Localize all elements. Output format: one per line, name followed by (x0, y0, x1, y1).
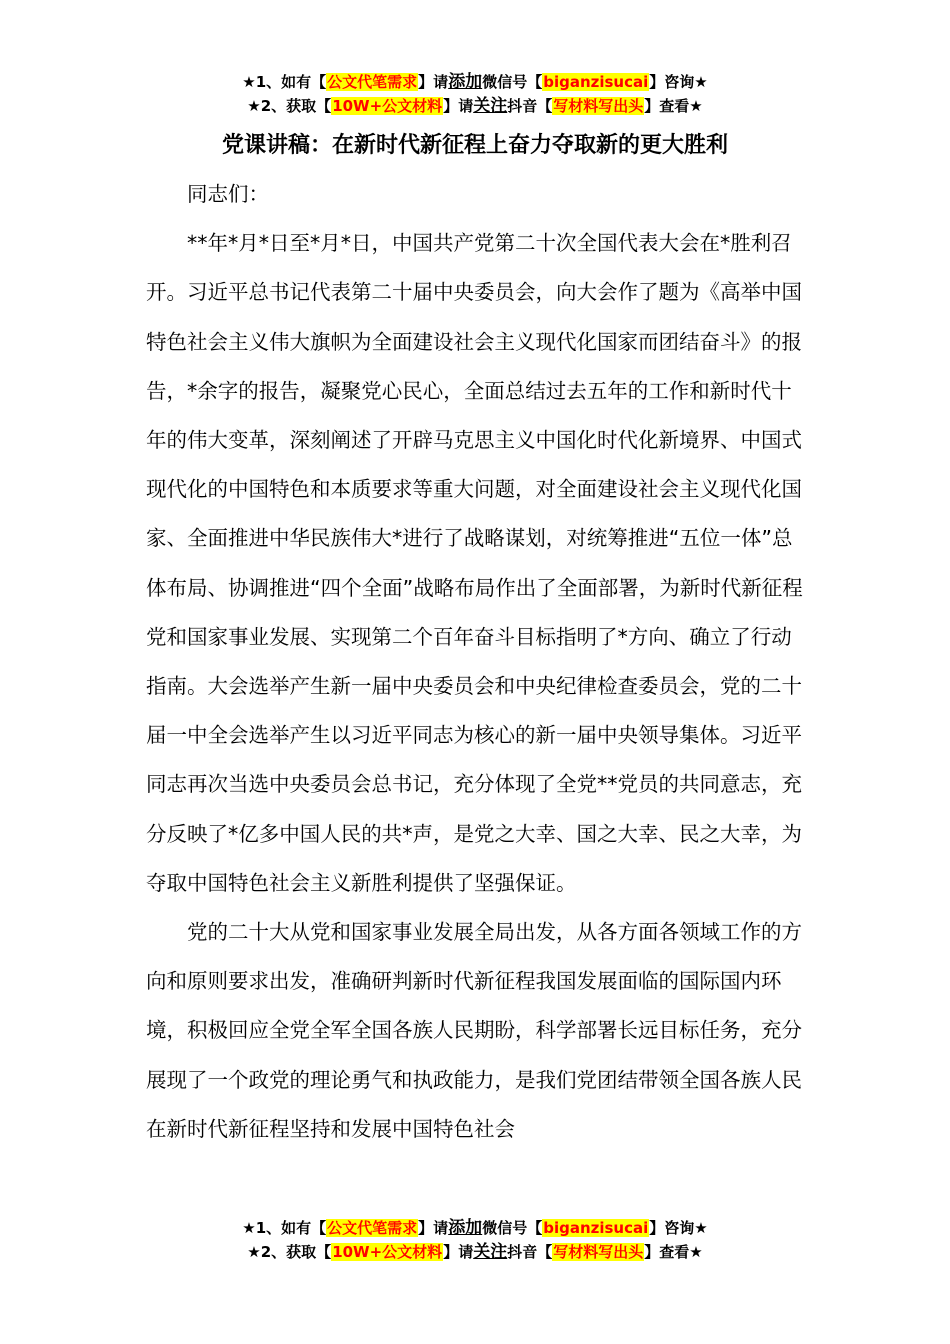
promo-text: 】请 (443, 1243, 474, 1261)
promo-text: ★2、获取【 (247, 97, 332, 115)
promo-emphasis: 关注 (473, 96, 508, 116)
promo-text: ★2、获取【 (247, 1243, 332, 1261)
promo-text: 】请 (418, 73, 449, 91)
promo-text: 微信号【 (482, 73, 543, 91)
promo-douyin-id: 写材料写出头 (553, 97, 644, 115)
body-paragraph: 党的二十大从党和国家事业发展全局出发，从各方面各领域工作的方向和原则要求出发，准确研判新时代新征程我国发展面临的国际国内环境，积极回应全党全军全国各族人民期盼，科学部署长远目标任务，充分展现了一个政党的理论勇气和执政能力，是我们党团结带领全国各族人民在新时代新征程坚持和发展中国特色社会 (146, 920, 802, 1141)
promo-wechat-id: biganzisucai (543, 73, 649, 91)
promo-line-1 (0, 1216, 950, 1240)
promo-highlight: 10W+公文材料 (332, 97, 443, 115)
salutation: 同志们： (187, 182, 269, 206)
document-body (146, 170, 806, 1154)
promo-highlight: 公文代笔需求 (327, 1219, 418, 1237)
promo-text: 】请 (443, 97, 474, 115)
promo-douyin-id: 写材料写出头 (553, 1243, 644, 1261)
promo-text: 】请 (418, 1219, 449, 1237)
bottom-promo-banner (0, 1216, 950, 1264)
promo-emphasis: 添加 (448, 72, 483, 92)
promo-text: 微信号【 (482, 1219, 543, 1237)
promo-emphasis: 添加 (448, 1218, 483, 1238)
promo-line-2 (0, 94, 950, 118)
promo-line-1 (0, 70, 950, 94)
promo-text: ★1、如有【 (242, 73, 327, 91)
body-paragraph: **年*月*日至*月*日，中国共产党第二十次全国代表大会在*胜利召开。习近平总书记代表第二十届中央委员会，向大会作了题为《高举中国特色社会主义伟大旗帜为全面建设社会主义现代化国家而团结奋斗》的报告，*余字的报告，凝聚党心民心，全面总结过去五年的工作和新时代十年的伟大变革，深刻阐述了开辟马克思主义中国化时代化新境界、中国式现代化的中国特色和本质要求等重大问题，对全面建设社会主义现代化国家、全面推进中华民族伟大*进行了战略谋划，对统筹推进“五位一体”总体布局、协调推进“四个全面”战略布局作出了全面部署，为新时代新征程党和国家事业发展、实现第二个百年奋斗目标指明了*方向、确立了行动指南。大会选举产生新一届中央委员会和中央纪律检查委员会，党的二十届一中全会选举产生以习近平同志为核心的新一届中央领导集体。习近平同志再次当选中央委员会总书记，充分体现了全党**党员的共同意志，充分反映了*亿多中国人民的共*声，是党之大幸、国之大幸、民之大幸，为夺取中国特色社会主义新胜利提供了坚强保证。 (146, 231, 803, 895)
top-promo-banner (0, 70, 950, 118)
promo-emphasis: 关注 (473, 1242, 508, 1262)
promo-text: 抖音【 (507, 97, 553, 115)
promo-text: 抖音【 (507, 1243, 553, 1261)
promo-line-2 (0, 1240, 950, 1264)
promo-text: ★1、如有【 (242, 1219, 327, 1237)
promo-highlight: 公文代笔需求 (327, 73, 418, 91)
promo-wechat-id: biganzisucai (543, 1219, 649, 1237)
promo-text: 】查看★ (644, 97, 703, 115)
promo-text: 】咨询★ (649, 73, 708, 91)
document-title: 党课讲稿：在新时代新征程上奋力夺取新的更大胜利 (221, 133, 728, 158)
promo-text: 】查看★ (644, 1243, 703, 1261)
promo-text: 】咨询★ (649, 1219, 708, 1237)
promo-highlight: 10W+公文材料 (332, 1243, 443, 1261)
